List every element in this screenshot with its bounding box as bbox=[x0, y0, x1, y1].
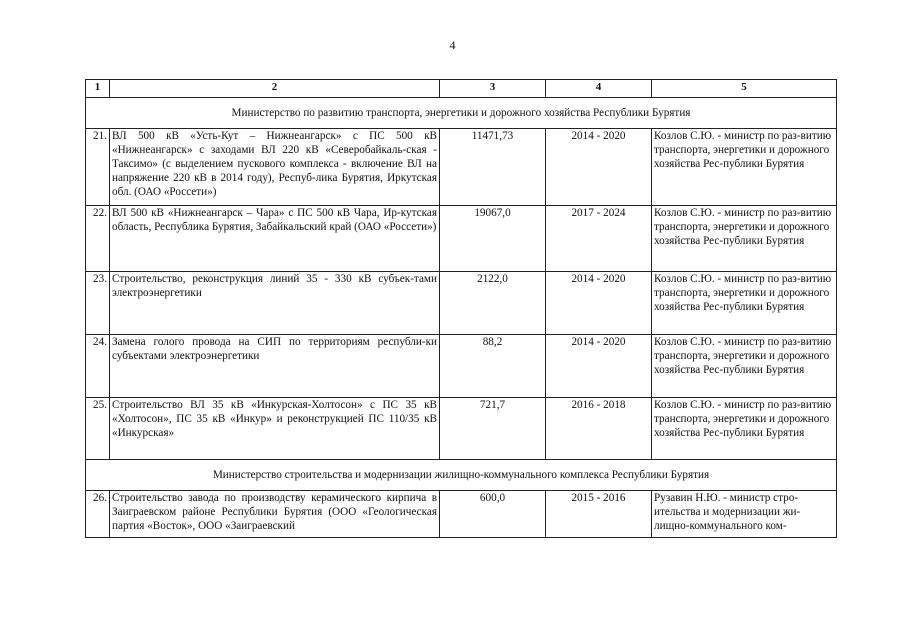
row-description: Строительство завода по производству керамического кирпича в Заиграевском районе Республики Бурятия (ООО «Геологическая партия «Восток», ООО «Заиграевский bbox=[110, 491, 440, 538]
row-period: 2014 - 2020 bbox=[546, 129, 652, 206]
row-responsible: Козлов С.Ю. - министр по раз-витию транспорта, энергетики и дорожного хозяйства Рес-публики Бурятия bbox=[652, 129, 837, 206]
row-description: ВЛ 500 кВ «Усть-Кут – Нижнеангарск» с ПС 500 кВ «Нижнеангарск» с заходами ВЛ 220 кВ «Северобайкаль-ская - Таксимо» (с выделением пускового комплекса - включение ВЛ на напряжение 220 кВ в 2014 году), Респуб-лика Бурятия, Иркутская обл. (ОАО «Россети») bbox=[110, 129, 440, 206]
row-number: 24. bbox=[86, 335, 110, 398]
row-cost: 2122,0 bbox=[440, 272, 546, 335]
row-cost: 19067,0 bbox=[440, 206, 546, 272]
row-cost: 88,2 bbox=[440, 335, 546, 398]
row-number: 26. bbox=[86, 491, 110, 538]
row-period: 2017 - 2024 bbox=[546, 206, 652, 272]
row-period: 2015 - 2016 bbox=[546, 491, 652, 538]
row-responsible: Рузавин Н.Ю. - министр стро-ительства и модернизации жи-лищно-коммунального ком- bbox=[652, 491, 837, 538]
column-header: 2 bbox=[110, 80, 440, 98]
section-title: Министерство по развитию транспорта, энергетики и дорожного хозяйства Республики Бурятия bbox=[86, 98, 837, 129]
table-row bbox=[86, 129, 837, 206]
column-header: 3 bbox=[440, 80, 546, 98]
row-period: 2014 - 2020 bbox=[546, 335, 652, 398]
column-header: 1 bbox=[86, 80, 110, 98]
row-number: 21. bbox=[86, 129, 110, 206]
row-number: 23. bbox=[86, 272, 110, 335]
header-row bbox=[86, 80, 837, 98]
row-responsible: Козлов С.Ю. - министр по раз-витию транспорта, энергетики и дорожного хозяйства Рес-публики Бурятия bbox=[652, 335, 837, 398]
row-responsible: Козлов С.Ю. - министр по раз-витию транспорта, энергетики и дорожного хозяйства Рес-публики Бурятия bbox=[652, 398, 837, 460]
row-cost: 600,0 bbox=[440, 491, 546, 538]
row-description: Замена голого провода на СИП по территориям республи-ки субъектами электроэнергетики bbox=[110, 335, 440, 398]
row-number: 25. bbox=[86, 398, 110, 460]
row-description: ВЛ 500 кВ «Нижнеангарск – Чара» с ПС 500 кВ Чара, Ир-кутская область, Республика Бурятия, Забайкальский край (ОАО «Россети») bbox=[110, 206, 440, 272]
section-title: Министерство строительства и модернизации жилищно-коммунального комплекса Республики Бурятия bbox=[86, 460, 837, 491]
row-cost: 721,7 bbox=[440, 398, 546, 460]
program-table bbox=[85, 79, 837, 538]
table-row bbox=[86, 335, 837, 398]
row-period: 2014 - 2020 bbox=[546, 272, 652, 335]
table-row bbox=[86, 491, 837, 538]
row-description: Строительство, реконструкция линий 35 - 330 кВ субъек-тами электроэнергетики bbox=[110, 272, 440, 335]
row-number: 22. bbox=[86, 206, 110, 272]
row-responsible: Козлов С.Ю. - министр по раз-витию транспорта, энергетики и дорожного хозяйства Рес-публики Бурятия bbox=[652, 272, 837, 335]
table-row bbox=[86, 206, 837, 272]
row-period: 2016 - 2018 bbox=[546, 398, 652, 460]
row-description: Строительство ВЛ 35 кВ «Инкурская-Холтосон» с ПС 35 кВ «Холтосон», ПС 35 кВ «Инкур» и реконструкцией ПС 110/35 кВ «Инкурская» bbox=[110, 398, 440, 460]
table-row bbox=[86, 272, 837, 335]
column-header: 5 bbox=[652, 80, 837, 98]
table-row bbox=[86, 398, 837, 460]
row-responsible: Козлов С.Ю. - министр по раз-витию транспорта, энергетики и дорожного хозяйства Рес-публики Бурятия bbox=[652, 206, 837, 272]
page-number: 4 bbox=[449, 38, 456, 52]
section-header-row bbox=[86, 98, 837, 129]
column-header: 4 bbox=[546, 80, 652, 98]
section-header-row bbox=[86, 460, 837, 491]
row-cost: 11471,73 bbox=[440, 129, 546, 206]
